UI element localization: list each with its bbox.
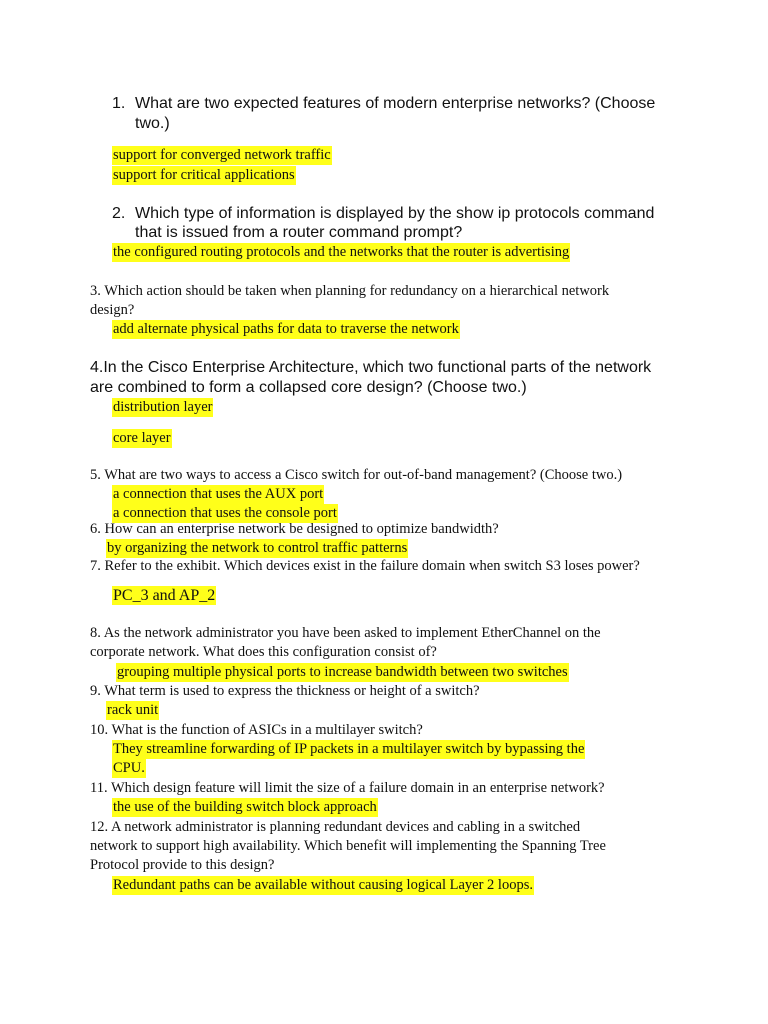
highlighted-answer: Redundant paths can be available without causing logical Layer 2 loops. [113,877,533,893]
question-number: 1. [112,95,126,112]
question-text-line: corporate network. What does this configuration consist of? [90,644,437,660]
question-text-line: 6. How can an enterprise network be designed to optimize bandwidth? [90,521,499,537]
highlighted-answer: add alternate physical paths for data to traverse the network [113,321,459,337]
question-text-line: are combined to form a collapsed core design? (Choose two.) [90,379,527,396]
highlighted-answer: the use of the building switch block approach [113,799,377,815]
highlighted-answer: core layer [113,430,171,446]
question-text-line: 7. Refer to the exhibit. Which devices exist in the failure domain when switch S3 loses power? [90,558,640,574]
question-number: 2. [112,205,126,222]
question-text-line: Protocol provide to this design? [90,857,275,873]
question-text-line: network to support high availability. Which benefit will implementing the Spanning Tree [90,838,606,854]
highlighted-answer: a connection that uses the AUX port [113,486,324,502]
question-text-line: 4.In the Cisco Enterprise Architecture, which two functional parts of the network [90,359,652,376]
question-text-line: 8. As the network administrator you have been asked to implement EtherChannel on the [90,625,601,641]
highlighted-answer: support for critical applications [113,167,295,183]
highlighted-answer: CPU. [113,760,145,776]
question-text-line: 3. Which action should be taken when planning for redundancy on a hierarchical network [90,283,610,299]
question-text-line: Which type of information is displayed by the show ip protocols command [135,205,655,222]
highlighted-answer: PC_3 and AP_2 [113,587,216,604]
question-text-line: 5. What are two ways to access a Cisco switch for out-of-band management? (Choose two.) [90,467,623,483]
highlighted-answer: by organizing the network to control traffic patterns [107,540,408,556]
highlighted-answer: support for converged network traffic [113,147,331,163]
highlighted-answer: a connection that uses the console port [113,505,337,521]
highlighted-answer: distribution layer [113,399,213,415]
question-text-line: 10. What is the function of ASICs in a multilayer switch? [90,722,423,738]
highlighted-answer: the configured routing protocols and the networks that the router is advertising [113,244,570,260]
question-text-line: 9. What term is used to express the thickness or height of a switch? [90,683,480,699]
question-text-line: 12. A network administrator is planning redundant devices and cabling in a switched [90,819,581,835]
highlighted-answer: They streamline forwarding of IP packets in a multilayer switch by bypassing the [113,741,585,757]
highlighted-answer: rack unit [107,702,159,718]
question-text-line: What are two expected features of modern enterprise networks? (Choose [135,95,656,112]
question-text-line: design? [90,302,135,318]
question-text-line: two.) [135,115,170,132]
question-text-line: 11. Which design feature will limit the size of a failure domain in an enterprise network? [90,780,605,796]
question-text-line: that is issued from a router command prompt? [135,224,463,241]
highlighted-answer: grouping multiple physical ports to increase bandwidth between two switches [117,664,568,680]
